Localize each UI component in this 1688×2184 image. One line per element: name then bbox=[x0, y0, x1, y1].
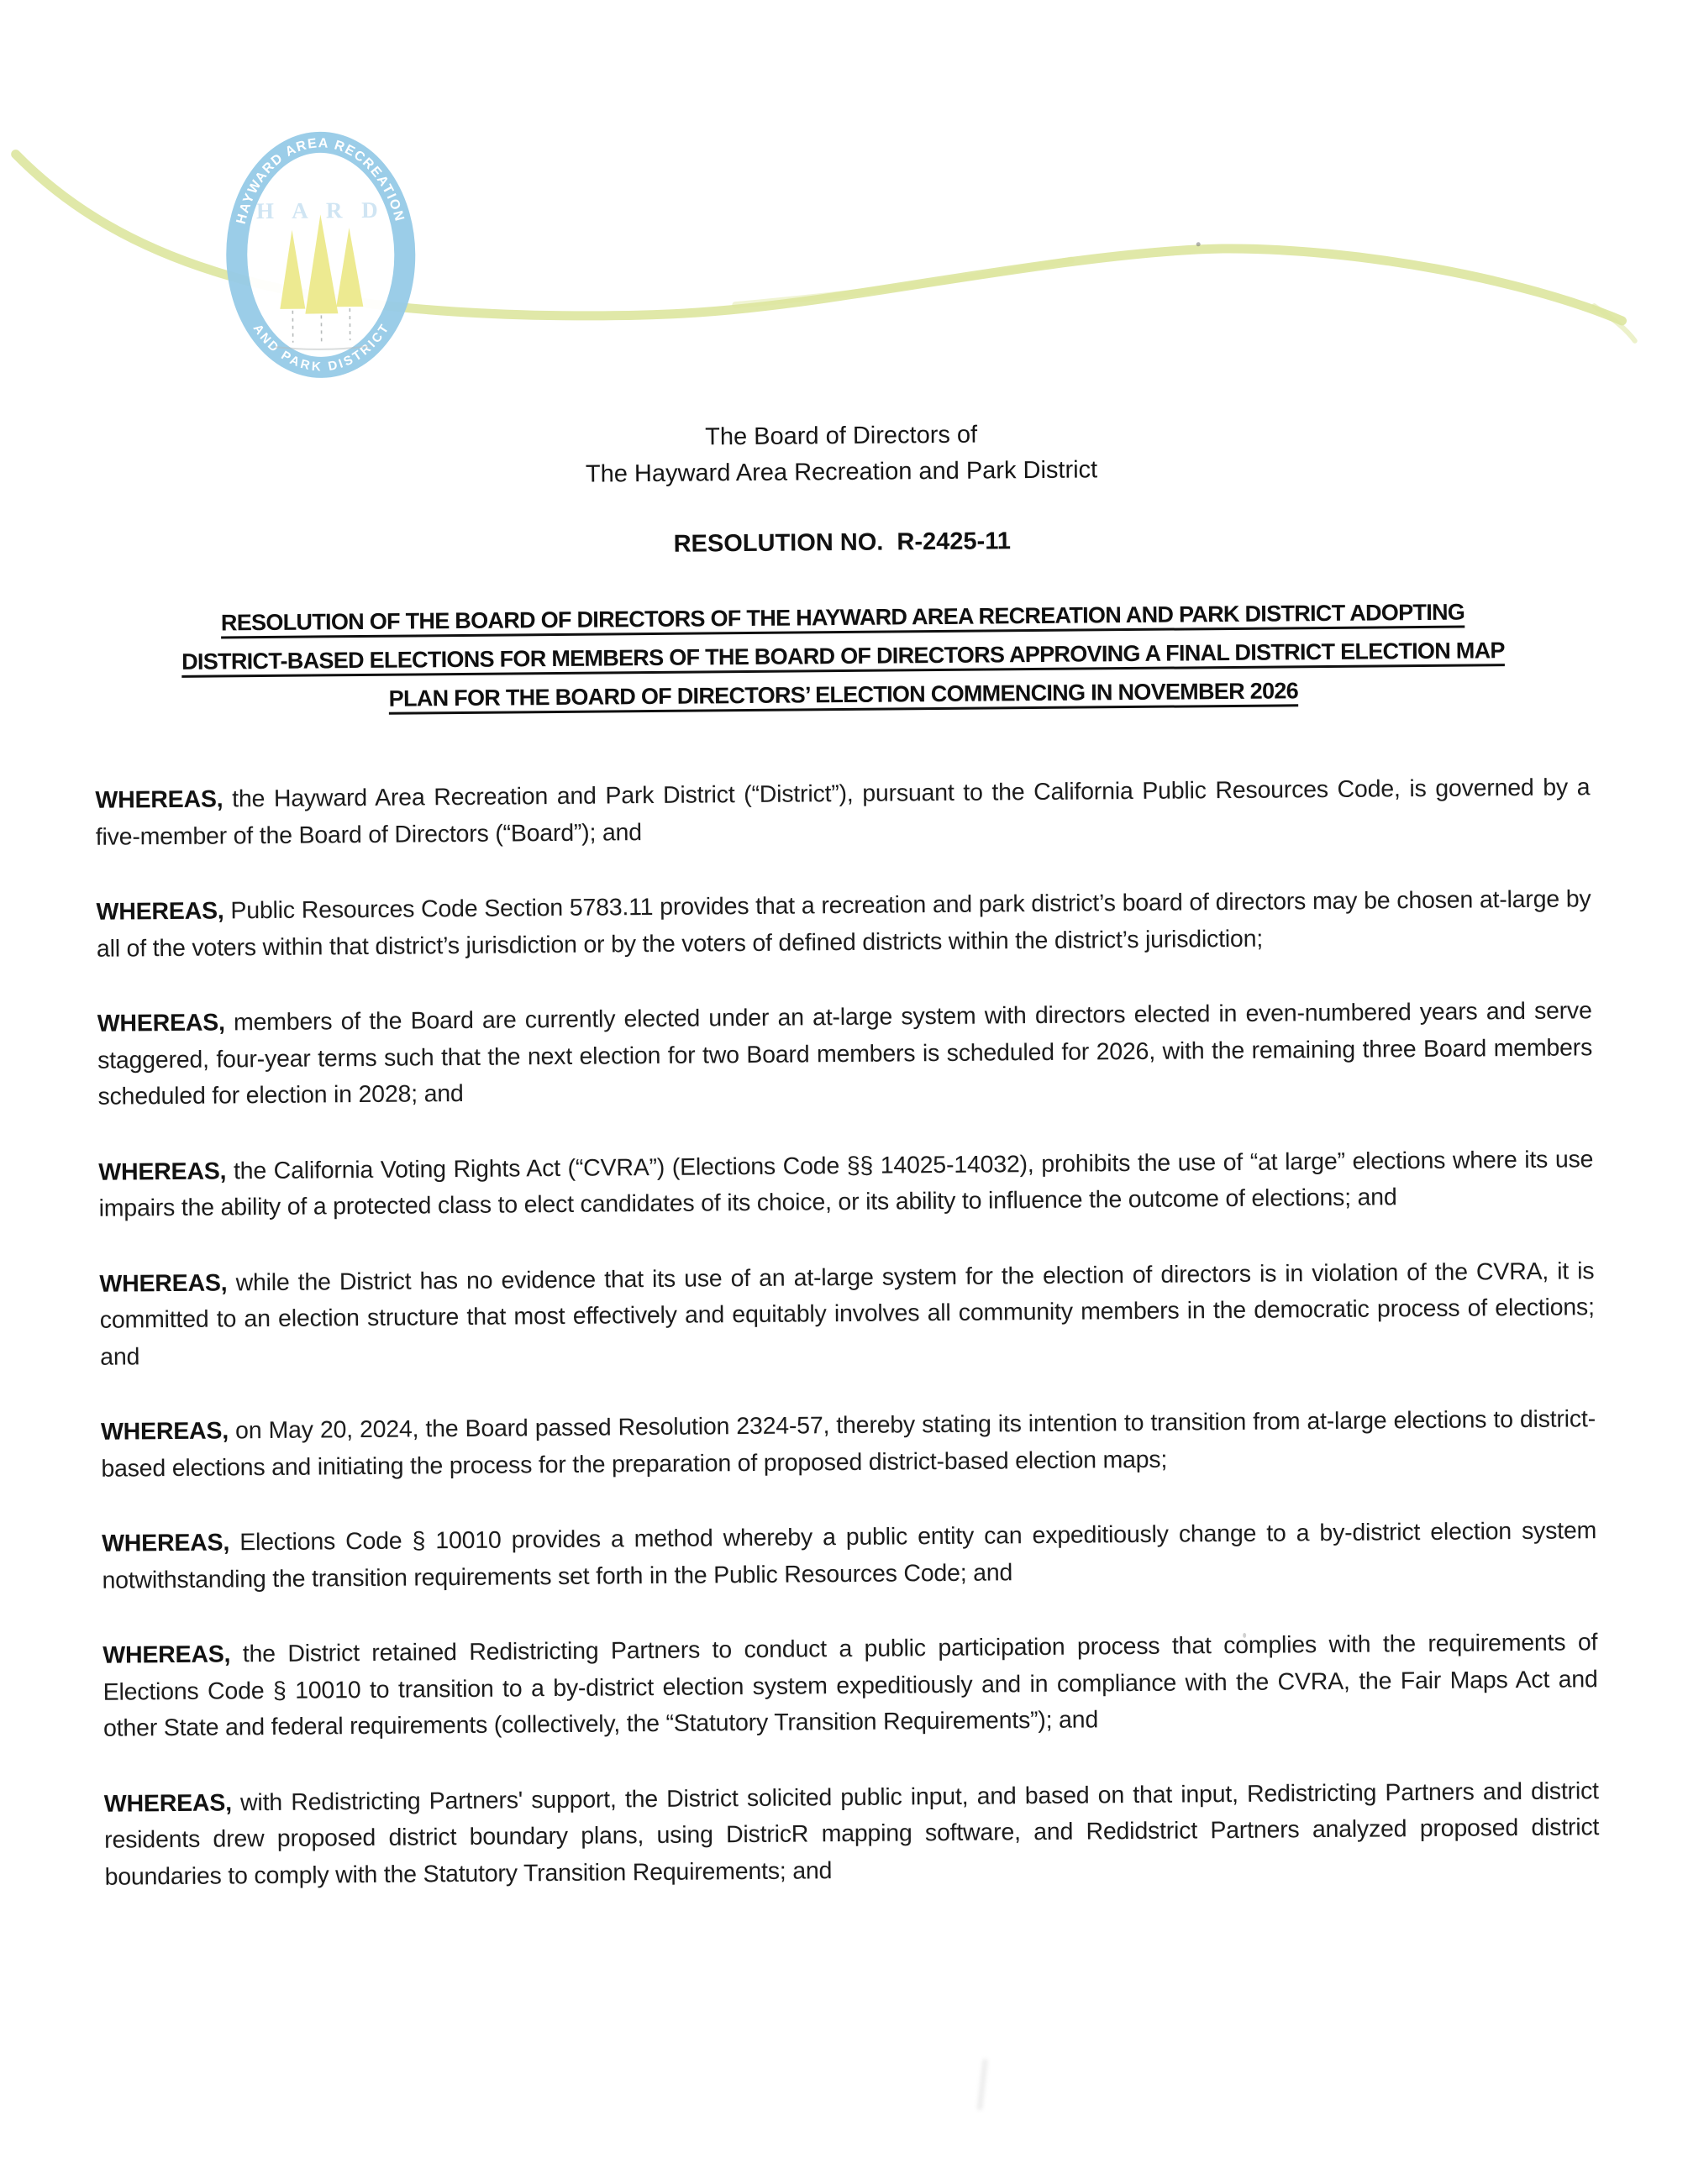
whereas-clause-6 bbox=[101, 1401, 1596, 1488]
whereas-clause-5 bbox=[99, 1253, 1595, 1376]
whereas-text: while the District has no evidence that its use of an at-large system for the election of directors is in violation of the CVRA, it is committed to an election structure that most effectively and equitably involves all community members in the democratic process of elections; and bbox=[99, 1257, 1595, 1371]
whereas-lead: WHEREAS, bbox=[103, 1788, 232, 1818]
whereas-text: on May 20, 2024, the Board passed Resolution 2324-57, thereby stating its intention to transition from at-large elections to district-based elections and initiating the process for the preparation of proposed district-based election maps; bbox=[101, 1405, 1596, 1483]
whereas-lead: WHEREAS, bbox=[103, 1641, 231, 1669]
hard-district-logo bbox=[224, 129, 417, 381]
whereas-lead: WHEREAS, bbox=[95, 785, 223, 814]
whereas-text: with Redistricting Partners' support, the District solicited public input, and based on that input, Redistricting Partners and district residents drew proposed district boundary plans, using DistricR mapping software, and Redidstrict Partners analyzed proposed district boundaries to comply with the Statutory Transition Requirements; and bbox=[104, 1777, 1600, 1891]
whereas-clause-8 bbox=[103, 1625, 1598, 1747]
whereas-text: members of the Board are currently elected under an at-large system with directors elected in even-numbered years and serve staggered, four-year terms such that the next election for two Board members is scheduled for 2026, with the remaining three Board members scheduled for election in 2028; and bbox=[97, 997, 1593, 1110]
scan-artifact bbox=[976, 2058, 988, 2110]
document-header bbox=[0, 411, 1685, 498]
whereas-text: the District retained Redistricting Partners to conduct a public participation process that complies with the requirements of Elections Code § 10010 to transition to a by-district election system expeditiously and in compliance with the CVRA, the Fair Maps Act and other State and federal requirements (collectively, the “Statutory Transition Requirements”); and bbox=[103, 1629, 1598, 1742]
whereas-clause-2 bbox=[96, 881, 1591, 968]
logo-arc-text-bottom: AND PARK DISTRICT bbox=[250, 320, 392, 375]
scan-artifact bbox=[1196, 242, 1201, 246]
scan-artifact bbox=[1243, 1633, 1246, 1638]
whereas-text: Public Resources Code Section 5783.11 provides that a recreation and park district’s board of directors may be chosen at-large by all of the voters within that district’s jurisdiction or by the voters of defined districts within the district’s jurisdiction; bbox=[96, 885, 1591, 963]
whereas-lead: WHEREAS, bbox=[100, 1417, 229, 1446]
resolution-body bbox=[95, 769, 1600, 1934]
resolution-title bbox=[57, 591, 1628, 721]
whereas-clause-1 bbox=[95, 769, 1591, 856]
org-name-line1: The Board of Directors of bbox=[705, 421, 978, 451]
whereas-clause-9 bbox=[104, 1773, 1600, 1896]
logo-monogram: H A R D bbox=[255, 197, 385, 224]
org-name-line2: The Hayward Area Recreation and Park District bbox=[585, 456, 1098, 488]
resolution-number: RESOLUTION NO. R-2425-11 bbox=[673, 528, 1012, 558]
whereas-text: the Hayward Area Recreation and Park District (“District”), pursuant to the California Public Resources Code, is governed by a five-member of the Board of Directors (“Board”); and bbox=[95, 774, 1591, 851]
whereas-text: Elections Code § 10010 provides a method whereby a public entity can expeditiously change to a by-district election system notwithstanding the transition requirements set forth in the Public Resources Code; and bbox=[102, 1517, 1597, 1594]
whereas-lead: WHEREAS, bbox=[98, 1157, 227, 1186]
swoosh-tail bbox=[1594, 306, 1634, 341]
resolution-title-line1: RESOLUTION OF THE BOARD OF DIRECTORS OF THE HAYWARD AREA RECREATION AND PARK DISTRICT ADOPTING bbox=[220, 599, 1465, 636]
whereas-clause-7 bbox=[102, 1513, 1597, 1599]
whereas-lead: WHEREAS, bbox=[96, 897, 224, 926]
whereas-lead: WHEREAS, bbox=[102, 1529, 230, 1557]
whereas-lead: WHEREAS, bbox=[99, 1268, 228, 1298]
whereas-text: the California Voting Rights Act (“CVRA”) (Elections Code §§ 14025-14032), prohibits the use of “at large” elections where its use impairs the ability of a protected class to elect candidates of its choice, or its ability to influence the outcome of elections; and bbox=[98, 1145, 1594, 1222]
hard-district-logo-svg bbox=[224, 129, 417, 381]
resolution-title-line2: DISTRICT-BASED ELECTIONS FOR MEMBERS OF THE BOARD OF DIRECTORS APPROVING A FINAL DISTRICT ELECTION MAP bbox=[181, 638, 1505, 675]
whereas-clause-4 bbox=[98, 1142, 1594, 1228]
resolution-title-line3: PLAN FOR THE BOARD OF DIRECTORS’ ELECTION COMMENCING IN NOVEMBER 2026 bbox=[388, 678, 1299, 711]
logo-arc-text-top: HAYWARD AREA RECREATION bbox=[234, 135, 408, 226]
whereas-clause-3 bbox=[97, 993, 1593, 1116]
whereas-lead: WHEREAS, bbox=[97, 1009, 225, 1037]
